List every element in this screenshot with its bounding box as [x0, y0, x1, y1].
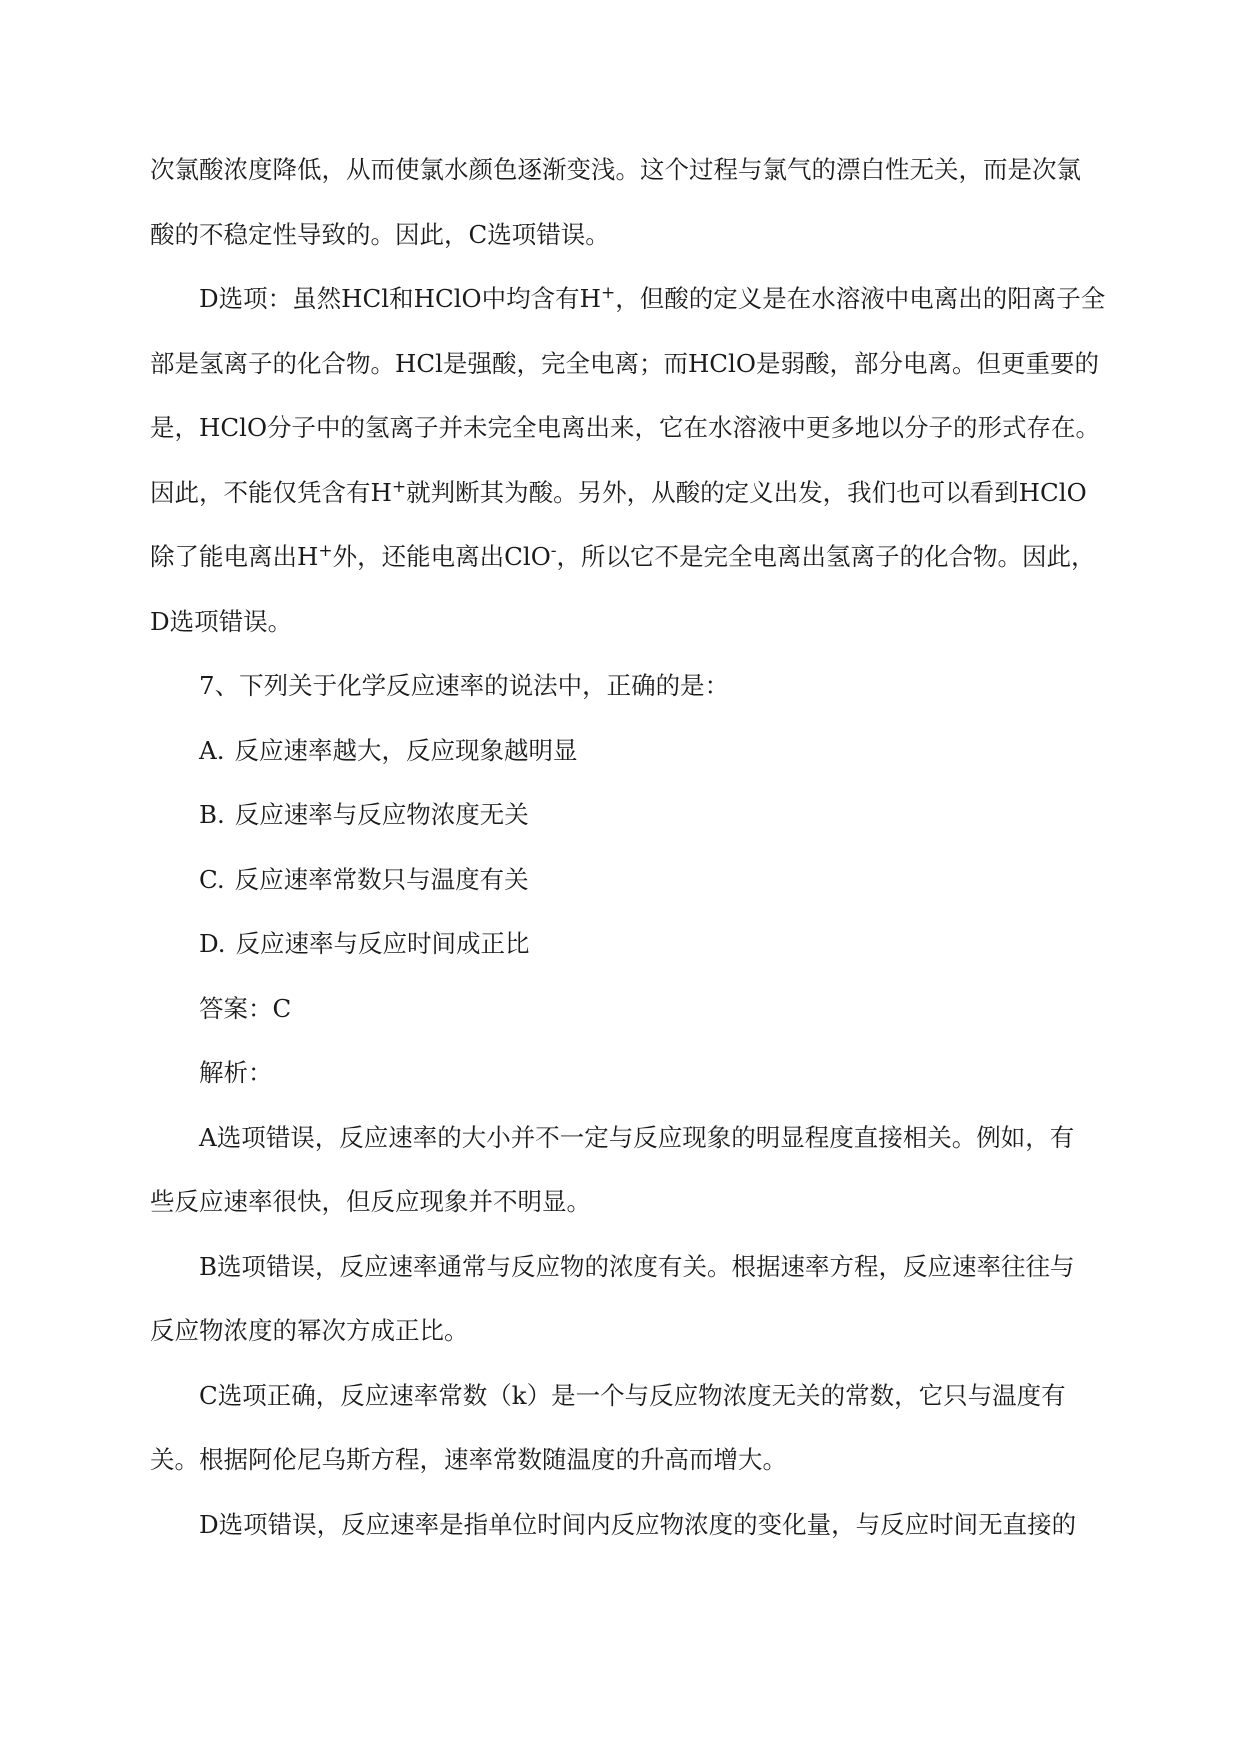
- paragraph-option-c-continued: [150, 138, 1100, 267]
- text-line: [150, 525, 1100, 590]
- text-line: 关。根据阿伦尼乌斯方程，速率常数随温度的升高而增大。: [150, 1445, 787, 1474]
- superscript: +: [391, 476, 407, 497]
- text-line: 反应物浓度的幂次方成正比。: [150, 1316, 469, 1345]
- option-text: 反应速率与反应时间成正比: [235, 929, 530, 958]
- document-body: [150, 138, 1106, 1557]
- text-run: 外，还能电离出ClO: [332, 542, 551, 571]
- text-run: ，所以它不是完全电离出氢离子的化合物。因此，: [556, 542, 1096, 571]
- analysis-option-a: [150, 1106, 1100, 1235]
- text-run: D选项：虽然HCl和HClO中均含有H: [199, 284, 601, 313]
- analysis-option-d: [150, 1493, 1100, 1558]
- text-run: ，但酸的定义是在水溶液中电离出的阳离子全: [615, 284, 1106, 313]
- analysis-label: 解析：: [199, 1058, 273, 1087]
- option-letter: C.: [199, 864, 225, 894]
- text-line: A选项错误，反应速率的大小并不一定与反应现象的明显程度直接相关。例如，有: [199, 1122, 1075, 1152]
- text-line: 部是氢离子的化合物。HCl是强酸，完全电离；而HClO是弱酸，部分电离。但更重要的: [150, 348, 1099, 378]
- option-letter: D.: [199, 929, 226, 958]
- text-line: C选项正确，反应速率常数（k）是一个与反应物浓度无关的常数，它只与温度有: [199, 1380, 1066, 1410]
- superscript: +: [318, 541, 333, 561]
- analysis-option-b: [150, 1235, 1100, 1364]
- option-b: [150, 783, 1100, 848]
- superscript: -: [550, 541, 557, 561]
- option-d: [150, 912, 1100, 977]
- option-letter: B.: [199, 800, 225, 829]
- text-line: 是，HClO分子中的氢离子并未完全电离出来，它在水溶液中更多地以分子的形式存在。: [150, 413, 1101, 442]
- paragraph-option-d-explanation: [150, 267, 1106, 654]
- option-text: 反应速率越大，反应现象越明显: [234, 735, 578, 765]
- text-line: [150, 461, 1100, 526]
- option-a: [150, 719, 1100, 784]
- text-line: D选项错误，反应速率是指单位时间内反应物浓度的变化量，与反应时间无直接的: [199, 1509, 1077, 1539]
- text-line: 些反应速率很快，但反应现象并不明显。: [150, 1187, 591, 1216]
- text-run: 因此，不能仅凭含有H: [150, 477, 392, 507]
- question-7: [150, 654, 1100, 1106]
- option-letter: A.: [199, 735, 225, 765]
- answer-line: 答案：C: [199, 993, 292, 1023]
- text-run: 除了能电离出H: [150, 542, 319, 571]
- question-stem: 7、下列关于化学反应速率的说法中，正确的是：: [199, 671, 730, 700]
- superscript: +: [601, 283, 616, 303]
- text-line: 酸的不稳定性导致的。因此，C选项错误。: [150, 219, 610, 249]
- text-line: [150, 267, 1106, 332]
- option-text: 反应速率与反应物浓度无关: [234, 800, 529, 829]
- text-line: D选项错误。: [150, 606, 293, 636]
- text-line: 次氯酸浓度降低，从而使氯水颜色逐渐变浅。这个过程与氯气的漂白性无关，而是次氯: [150, 155, 1081, 184]
- text-line: B选项错误，反应速率通常与反应物的浓度有关。根据速率方程，反应速率往往与: [199, 1251, 1075, 1281]
- text-run: 就判断其为酸。另外，从酸的定义出发，我们也可以看到HClO: [406, 477, 1087, 507]
- analysis-option-c: [150, 1364, 1100, 1493]
- option-text: 反应速率常数只与温度有关: [234, 864, 529, 894]
- option-c: [150, 848, 1100, 913]
